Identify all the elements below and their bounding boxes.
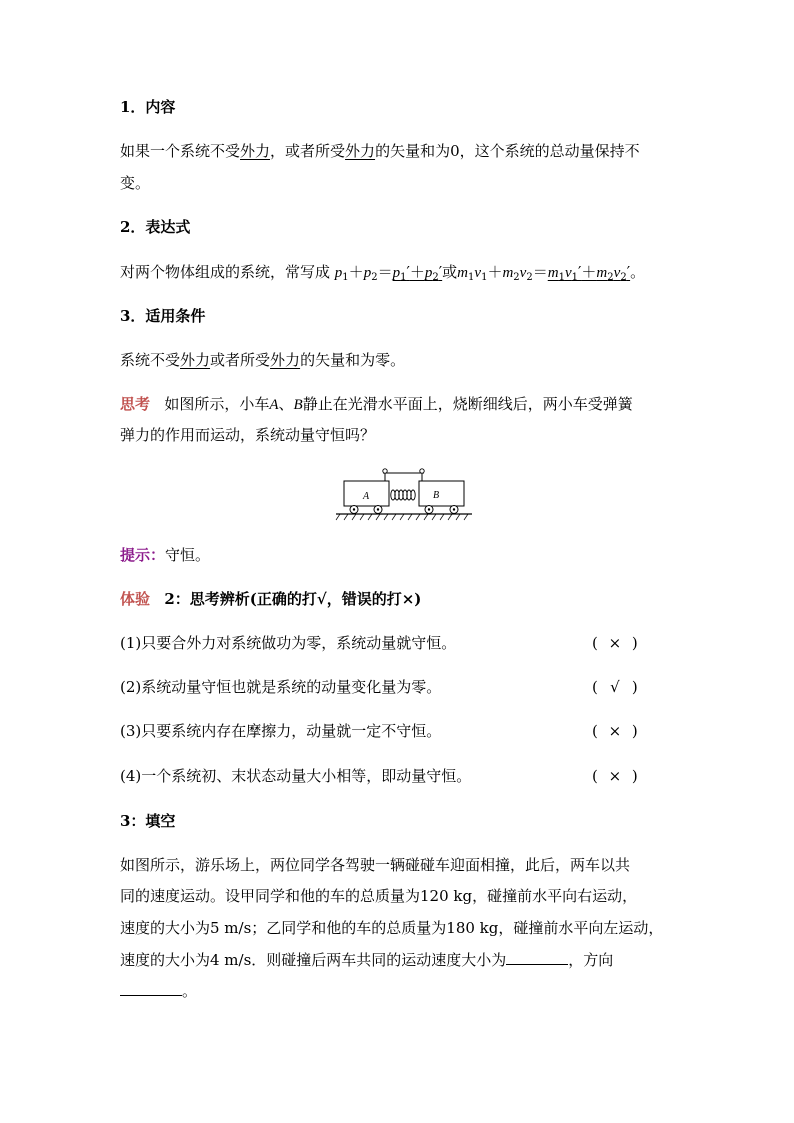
text-run: 速度的大小为4 m/s．则碰撞后两车共同的运动速度大小为 <box>120 951 507 969</box>
formula-operator: ＋ <box>348 263 364 281</box>
answer-blank-direction[interactable] <box>120 981 182 996</box>
formula-subscript: 2 <box>371 272 378 283</box>
formula-subscript: 1 <box>400 272 407 283</box>
bracket-close: ) <box>631 767 638 785</box>
answer-mark: × <box>608 634 622 652</box>
formula-operator: ＋ <box>409 263 425 281</box>
formula-subscript: 2 <box>513 272 520 283</box>
formula-symbol: v <box>564 265 572 281</box>
bracket-open: ( <box>592 634 598 652</box>
formula-symbol: p <box>334 265 343 281</box>
cart-a-label: A <box>363 491 370 502</box>
text-run: 系统不受 <box>120 351 181 369</box>
judge-item-4: (4)一个系统初、末状态动量大小相等，即动量守恒。 <box>120 767 472 785</box>
section-heading-expression: 2．表达式 <box>120 218 191 236</box>
fill-paragraph-line-2: 同的速度运动。设甲同学和他的车的总质量为120 kg，碰撞前水平向右运动， <box>120 887 638 905</box>
cart-b-axle <box>428 508 430 510</box>
formula-operator: ＝ <box>532 263 548 281</box>
formula-subscript: 2 <box>620 272 627 283</box>
underlined-formula <box>548 263 630 281</box>
bracket-close: ) <box>631 678 638 696</box>
cart-a-axle <box>353 508 355 510</box>
formula-subscript: 1 <box>481 272 488 283</box>
fill-paragraph-line-4 <box>120 949 613 971</box>
think-tag: 思考 <box>120 395 151 413</box>
formula-subscript: 2 <box>526 272 533 283</box>
formula-symbol: p <box>424 265 433 281</box>
thread-knob-a <box>383 469 387 473</box>
experience-tag: 体验 <box>120 590 151 608</box>
experience-heading <box>120 588 421 610</box>
cart-a-ref: A <box>269 397 279 413</box>
content-paragraph-line-1 <box>120 140 640 162</box>
spring <box>391 490 415 500</box>
bracket-close: ) <box>631 634 638 652</box>
section-heading-conditions: 3．适用条件 <box>120 307 206 325</box>
text-run: 、 <box>278 395 294 413</box>
formula-prime: ′ <box>626 263 631 281</box>
formula-symbol: v <box>519 265 527 281</box>
underlined-term: 外力 <box>270 351 301 369</box>
text-run: 。 <box>182 982 198 1000</box>
formula-subscript: 1 <box>571 272 578 283</box>
formula-subscript: 1 <box>558 272 565 283</box>
judge-answer-4 <box>592 765 638 787</box>
cart-b-axle <box>453 508 455 510</box>
underlined-term: 外力 <box>180 351 211 369</box>
text-run: ，方向 <box>568 951 614 969</box>
judge-item-1: (1)只要合外力对系统做功为零，系统动量就守恒。 <box>120 634 457 652</box>
text-run: ，或者所受 <box>270 142 346 160</box>
underlined-term: 外力 <box>240 142 271 160</box>
formula-symbol: m <box>502 265 514 281</box>
underlined-formula <box>393 263 443 281</box>
bracket-open: ( <box>592 767 598 785</box>
fill-paragraph-line-3: 速度的大小为5 m/s；乙同学和他的车的总质量为180 kg，碰撞前水平向左运动， <box>120 919 664 937</box>
fill-paragraph-line-5 <box>120 980 197 1002</box>
formula-subscript: 1 <box>342 272 349 283</box>
section-heading-fill: 3：填空 <box>120 812 176 830</box>
judge-answer-1 <box>592 632 638 654</box>
bracket-open: ( <box>592 678 598 696</box>
formula-prime: ′ <box>406 263 410 281</box>
formula-symbol: p <box>392 265 401 281</box>
formula-symbol: m <box>596 265 608 281</box>
formula-subscript: 2 <box>607 272 614 283</box>
formula-prime: ′ <box>438 263 443 281</box>
expression-formula-line <box>120 261 645 289</box>
experience-text: 2：思考辨析(正确的打√，错误的打×) <box>164 590 422 608</box>
thread-knob-b <box>420 469 424 473</box>
underlined-term: 外力 <box>345 142 376 160</box>
answer-blank-speed[interactable] <box>506 950 568 965</box>
text-run: 。 <box>630 263 646 281</box>
formula-operator: ＋ <box>581 263 597 281</box>
text-run: 或者所受 <box>210 351 271 369</box>
answer-mark: × <box>608 767 622 785</box>
text-run: 对两个物体组成的系统，常写成 <box>120 263 331 281</box>
cart-a-axle <box>377 508 379 510</box>
formula-subscript: 2 <box>432 272 439 283</box>
text-run: 的矢量和为0，这个系统的总动量保持不 <box>375 142 640 160</box>
bracket-open: ( <box>592 722 598 740</box>
formula-operator: ＝ <box>377 263 393 281</box>
hint-line <box>120 544 210 566</box>
judge-item-2: (2)系统动量守恒也就是系统的动量变化量为零。 <box>120 678 442 696</box>
formula-symbol: p <box>363 265 372 281</box>
cart-b-label: B <box>433 490 440 501</box>
formula-prime: ′ <box>578 263 582 281</box>
formula-symbol: m <box>547 265 559 281</box>
formula-symbol: m <box>457 265 469 281</box>
cart-b-body <box>419 481 464 506</box>
hint-text: 守恒。 <box>165 546 211 564</box>
fill-paragraph-line-1: 如图所示，游乐场上，两位同学各驾驶一辆碰碰车迎面相撞，此后，两车以共 <box>120 856 631 874</box>
cart-b-ref: B <box>293 397 303 413</box>
answer-mark: √ <box>610 678 620 696</box>
text-run: 如图所示，小车 <box>164 395 270 413</box>
formula-symbol: v <box>474 265 482 281</box>
conditions-paragraph <box>120 349 405 371</box>
carts-spring-figure <box>334 465 474 521</box>
formula-operator: ＋ <box>487 263 503 281</box>
bracket-close: ) <box>631 722 638 740</box>
text-run: 的矢量和为零。 <box>300 351 406 369</box>
text-run: 如果一个系统不受 <box>120 142 241 160</box>
think-paragraph-line-1 <box>120 393 633 416</box>
judge-answer-2 <box>592 676 638 698</box>
judge-item-3: (3)只要系统内存在摩擦力，动量就一定不守恒。 <box>120 722 442 740</box>
formula-subscript: 1 <box>468 272 475 283</box>
content-paragraph-line-2: 变。 <box>120 174 151 192</box>
think-paragraph-line-2: 弹力的作用而运动，系统动量守恒吗？ <box>120 426 376 444</box>
formula-symbol: v <box>613 265 621 281</box>
text-run: 或 <box>442 263 458 281</box>
ground-hatching <box>336 514 468 520</box>
text-run: 静止在光滑水平面上，烧断细线后，两小车受弹簧 <box>302 395 633 413</box>
judge-answer-3 <box>592 720 638 742</box>
section-heading-content: 1．内容 <box>120 98 176 116</box>
hint-tag: 提示： <box>120 546 166 564</box>
answer-mark: × <box>608 722 622 740</box>
